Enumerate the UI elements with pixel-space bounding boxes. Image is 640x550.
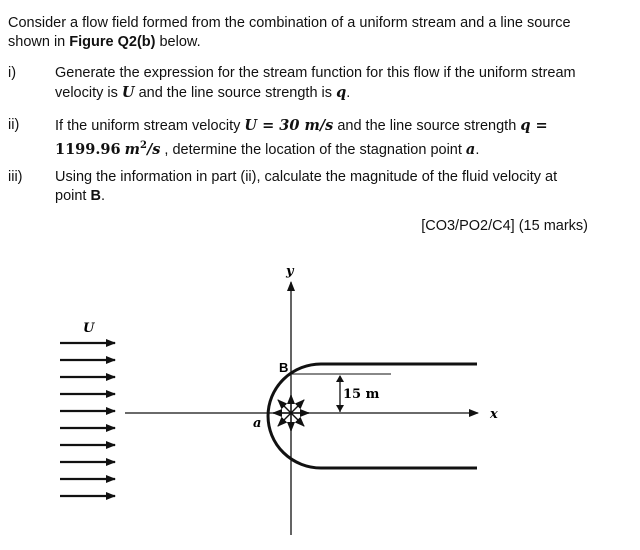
question-number: iii) bbox=[8, 169, 23, 185]
figure-reference: Figure Q2(b) bbox=[69, 34, 156, 50]
question-text: If the uniform stream velocity U = 30 m/s and the line source strength q = 1199.96 $m^2/s$ , determine the location of the stagnation point a. bbox=[55, 117, 548, 158]
label-x: x bbox=[490, 407, 498, 422]
line-source-arrows bbox=[273, 395, 309, 431]
label-y: y bbox=[286, 264, 294, 279]
label-a: a bbox=[253, 416, 262, 431]
label-U: U bbox=[83, 321, 95, 336]
half-body-streamline bbox=[268, 364, 477, 468]
label-B: B bbox=[279, 360, 289, 375]
marks-label: [CO3/PO2/C4] (15 marks) bbox=[421, 218, 588, 234]
intro-line-1: Consider a flow field formed from the combination of a uniform stream and a line source bbox=[8, 15, 571, 31]
dimension-label: 15 m bbox=[343, 387, 380, 402]
question-text: Generate the expression for the stream function for this flow if the uniform stream velocity is U and the line source strength is q. bbox=[55, 65, 576, 101]
question-text: Using the information in part (ii), calculate the magnitude of the fluid velocity at point B. bbox=[55, 169, 558, 204]
uniform-stream-arrows bbox=[60, 343, 115, 496]
question-number: i) bbox=[8, 65, 17, 81]
dimension-arrow-up bbox=[336, 375, 344, 382]
dimension-arrow-down bbox=[336, 405, 344, 412]
intro-line-2: shown in Figure Q2(b) below. bbox=[8, 34, 201, 50]
question-number: ii) bbox=[8, 117, 20, 133]
